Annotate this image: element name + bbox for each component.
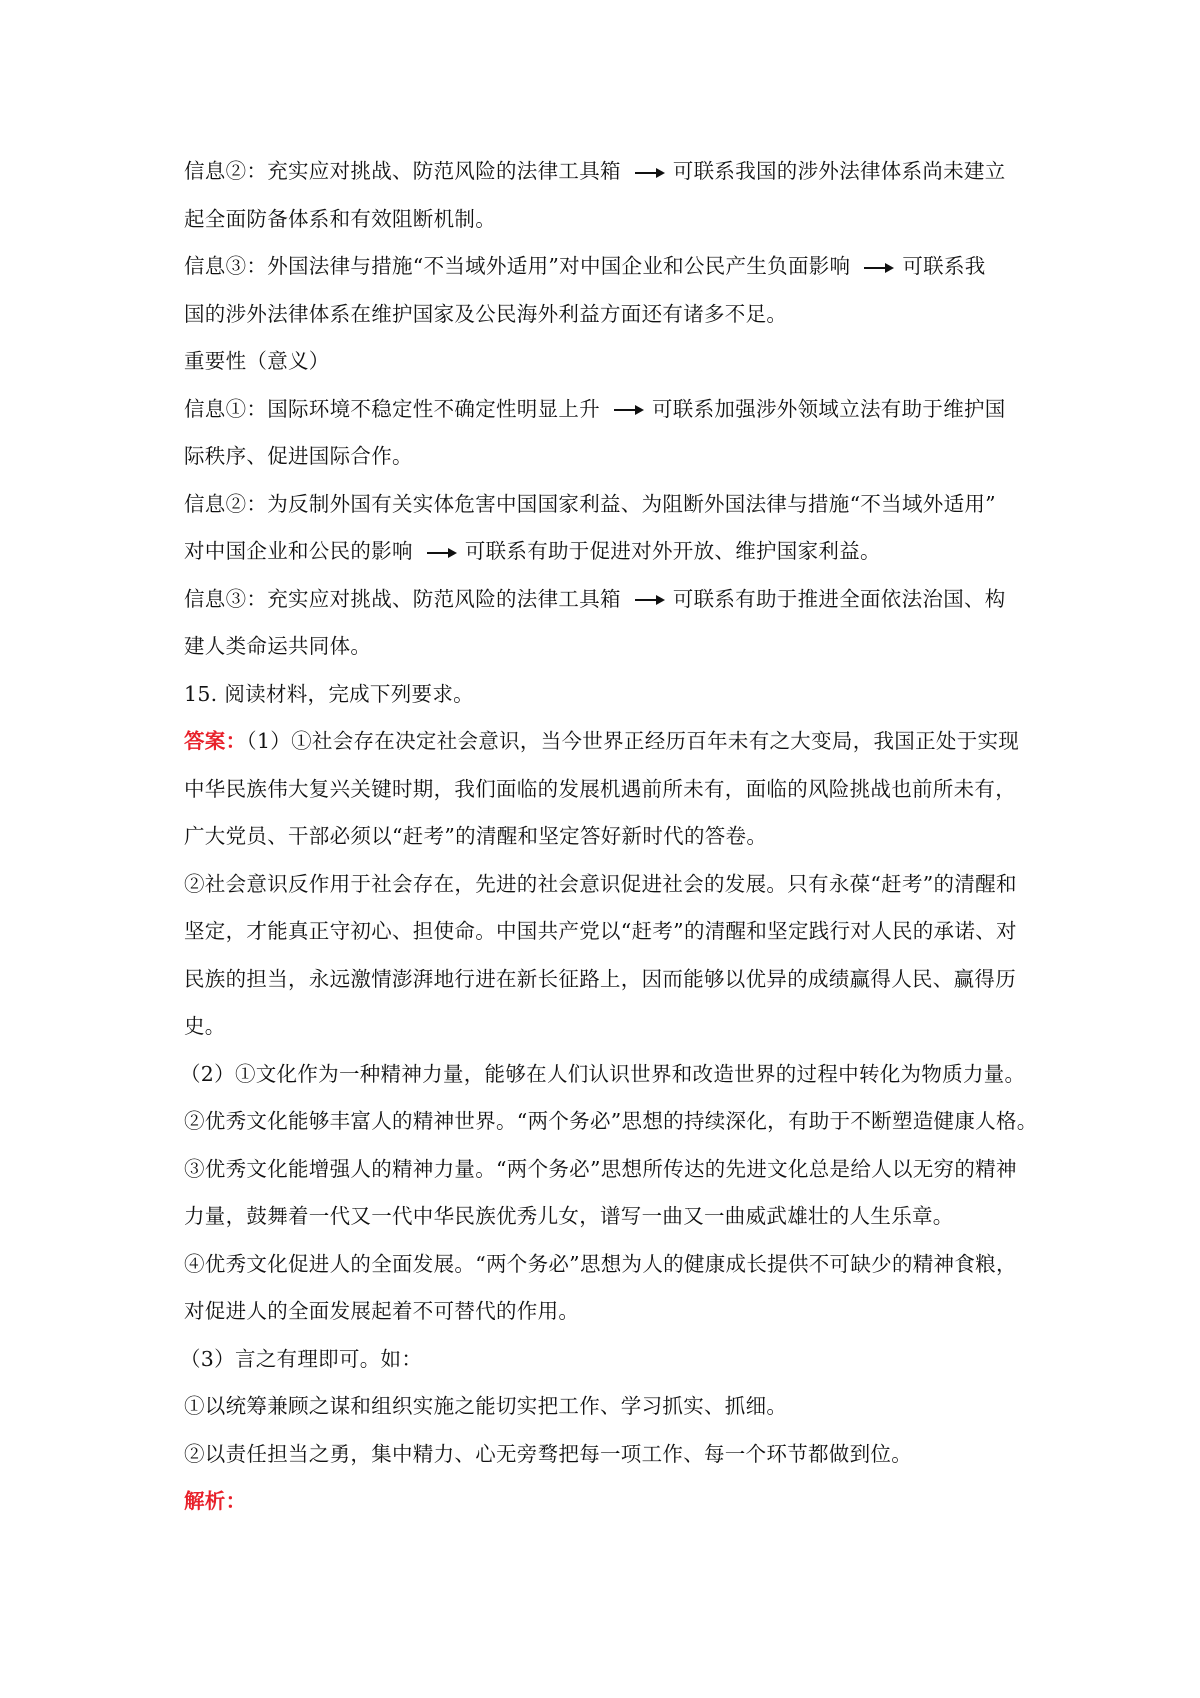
answer-line: ②以责任担当之勇，集中精力、心无旁骛把每一项工作、每一个环节都做到位。 [184,1441,912,1466]
info2-line [184,148,1029,196]
importance-info3-continuation: 建人类命运共同体。 [184,634,372,658]
answer-line: 坚定，才能真正守初心、担使命。中国共产党以“赶考”的清醒和坚定践行对人民的承诺、对 [184,919,1017,943]
info2-link-text: 可联系我国的涉外法律体系尚未建立 [672,159,1006,183]
info2-continuation: 起全面防备体系和有效阻断机制。 [184,206,496,231]
document-body [180,148,1038,1526]
answer-label: 答案： [184,729,247,753]
answer-line: ②优秀文化能够丰富人的精神世界。“两个务必”思想的持续深化，有助于不断塑造健康人格。 [184,1109,1038,1133]
question-15: 15. 阅读材料，完成下列要求。 [184,681,474,706]
answer-line: 力量，鼓舞着一代又一代中华民族优秀儿女，谱写一曲又一曲威武雄壮的人生乐章。 [184,1204,954,1228]
info3-text: 信息③：外国法律与措施“不当域外适用”对中国企业和公民产生负面影响 [184,254,851,278]
importance-info2-line: 信息②：为反制外国有关实体危害中国国家利益、为阻断外国法律与措施“不当域外适用” [184,491,996,516]
answer-line: （2）①文化作为一种精神力量，能够在人们认识世界和改造世界的过程中转化为物质力量。 [180,1061,1026,1086]
right-arrow-icon [427,548,457,558]
answer-text: （1）①社会存在决定社会意识，当今世界正经历百年未有之大变局，我国正处于实现 [246,729,1020,753]
info3-line [184,243,1029,291]
answer-line: ③优秀文化能增强人的精神力量。“两个务必”思想所传达的先进文化总是给人以无穷的精神 [184,1156,1017,1181]
importance-info2-continuation [184,528,1029,576]
answer-line: （3）言之有理即可。如： [180,1346,423,1371]
answer-line: 对促进人的全面发展起着不可替代的作用。 [184,1299,580,1323]
importance-info1-text: 信息①：国际环境不稳定性不确定性明显上升 [184,396,600,421]
importance-info2-link-text: 可联系有助于促进对外开放、维护国家利益。 [464,539,881,563]
right-arrow-icon [614,405,644,415]
importance-info1-continuation: 际秩序、促进国际合作。 [184,444,413,468]
info3-link-text: 可联系我 [902,254,986,278]
answer-line: 史。 [184,1014,226,1038]
info2-text: 信息②：充实应对挑战、防范风险的法律工具箱 [184,159,621,183]
importance-info2-text: 对中国企业和公民的影响 [184,539,413,563]
answer-line: ①以统筹兼顾之谋和组织实施之能切实把工作、学习抓实、抓细。 [184,1394,788,1418]
right-arrow-icon [635,595,665,605]
answer-line: ④优秀文化促进人的全面发展。“两个务必”思想为人的健康成长提供不可缺少的精神食粮， [184,1251,1017,1276]
right-arrow-icon [635,168,665,178]
importance-info1-link-text: 可联系加强涉外领域立法有助于维护国 [652,396,1006,421]
answer-line: ②社会意识反作用于社会存在，先进的社会意识促进社会的发展。只有永葆“赶考”的清醒和 [184,871,1017,896]
importance-info3-link-text: 可联系有助于推进全面依法治国、构 [672,586,1006,611]
importance-heading: 重要性（意义） [184,349,330,373]
importance-info3-text: 信息③：充实应对挑战、防范风险的法律工具箱 [184,586,621,611]
importance-info3-line [184,576,1029,624]
right-arrow-icon [864,263,894,273]
answer-line: 广大党员、干部必须以“赶考”的清醒和坚定答好新时代的答卷。 [184,824,768,848]
info3-continuation: 国的涉外法律体系在维护国家及公民海外利益方面还有诸多不足。 [184,301,788,326]
importance-info1-line [184,386,1029,434]
analysis-line [184,1478,1029,1526]
answer-first-line [184,718,1029,766]
answer-line: 中华民族伟大复兴关键时期，我们面临的发展机遇前所未有，面临的风险挑战也前所未有， [184,776,1016,801]
analysis-label: 解析： [184,1489,247,1513]
answer-line: 民族的担当，永远激情澎湃地行进在新长征路上，因而能够以优异的成绩赢得人民、赢得历 [184,966,1016,991]
